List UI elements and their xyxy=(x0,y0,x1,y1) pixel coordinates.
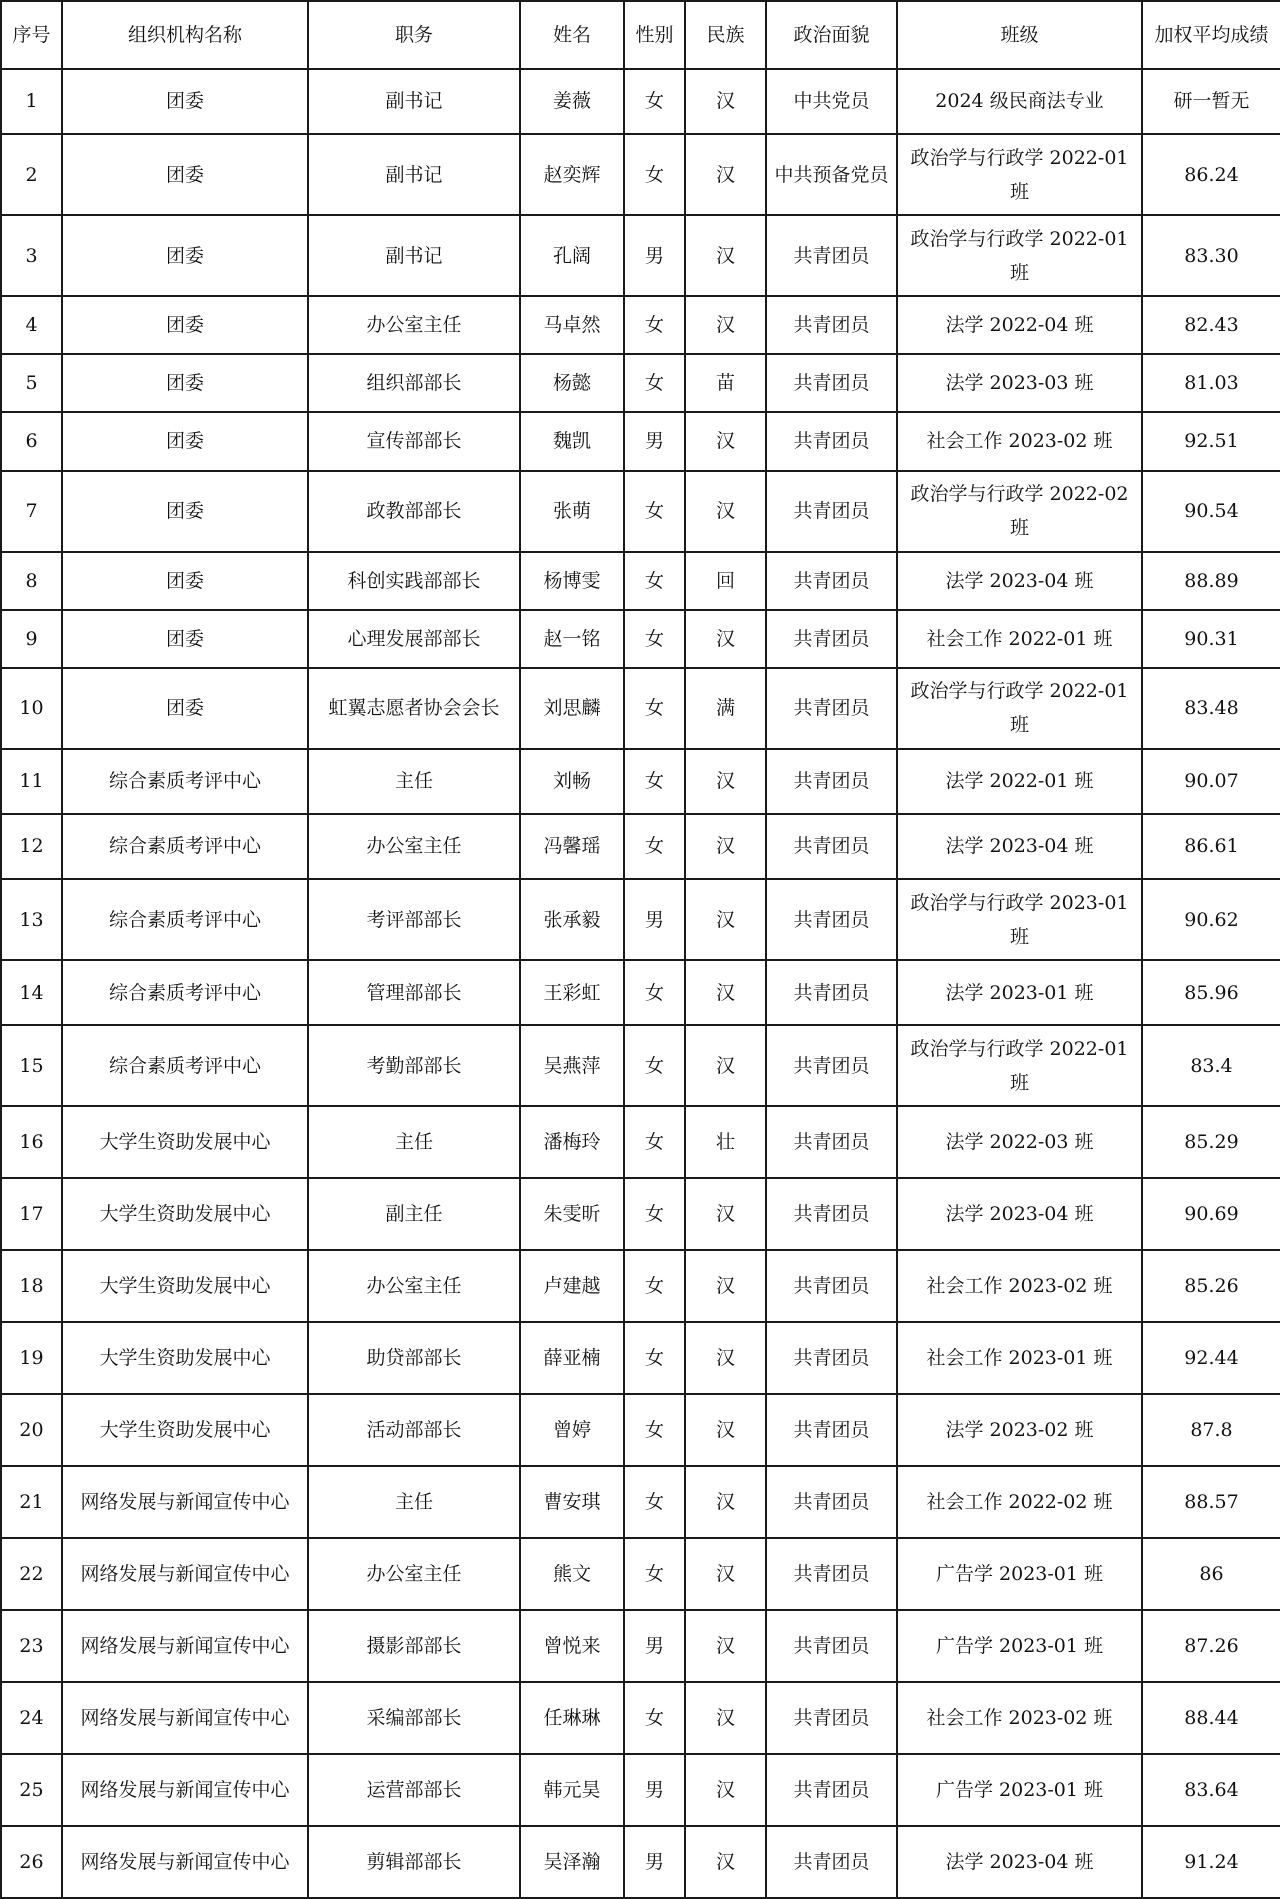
weighted-score-cell: 83.4 xyxy=(1142,1025,1280,1106)
gender-cell: 女 xyxy=(624,1394,685,1466)
weighted-score-cell: 90.31 xyxy=(1142,610,1280,668)
class-cell: 政治学与行政学 2022-02 班 xyxy=(897,471,1142,552)
index-cell: 14 xyxy=(1,960,62,1025)
ethnicity-cell: 汉 xyxy=(685,1682,766,1754)
political-status-cell: 共青团员 xyxy=(766,668,897,749)
organization-cell: 团委 xyxy=(62,69,308,134)
organization-cell: 团委 xyxy=(62,552,308,610)
class-cell: 社会工作 2023-02 班 xyxy=(897,1682,1142,1754)
position-cell: 助贷部部长 xyxy=(308,1322,520,1394)
name-cell: 魏凯 xyxy=(520,412,624,470)
weighted-score-cell: 86.61 xyxy=(1142,814,1280,879)
class-cell: 广告学 2023-01 班 xyxy=(897,1754,1142,1826)
gender-cell: 女 xyxy=(624,1025,685,1106)
position-cell: 宣传部部长 xyxy=(308,412,520,470)
weighted-score-cell: 90.07 xyxy=(1142,749,1280,814)
index-cell: 5 xyxy=(1,354,62,412)
organization-cell: 网络发展与新闻宣传中心 xyxy=(62,1538,308,1610)
table-row xyxy=(1,1682,1280,1754)
political-status-cell: 共青团员 xyxy=(766,412,897,470)
name-cell: 王彩虹 xyxy=(520,960,624,1025)
gender-cell: 女 xyxy=(624,1178,685,1250)
position-cell: 科创实践部部长 xyxy=(308,552,520,610)
organization-cell: 网络发展与新闻宣传中心 xyxy=(62,1466,308,1538)
political-status-cell: 共青团员 xyxy=(766,471,897,552)
table-row xyxy=(1,879,1280,960)
class-cell: 法学 2023-02 班 xyxy=(897,1394,1142,1466)
weighted-score-cell: 86 xyxy=(1142,1538,1280,1610)
ethnicity-cell: 汉 xyxy=(685,471,766,552)
political-status-cell: 共青团员 xyxy=(766,610,897,668)
index-cell: 1 xyxy=(1,69,62,134)
position-cell: 政教部部长 xyxy=(308,471,520,552)
class-cell: 2024 级民商法专业 xyxy=(897,69,1142,134)
position-cell: 虹翼志愿者协会会长 xyxy=(308,668,520,749)
political-status-cell: 共青团员 xyxy=(766,354,897,412)
name-cell: 杨懿 xyxy=(520,354,624,412)
class-cell: 社会工作 2022-01 班 xyxy=(897,610,1142,668)
name-cell: 吴燕萍 xyxy=(520,1025,624,1106)
political-status-cell: 共青团员 xyxy=(766,1025,897,1106)
gender-cell: 男 xyxy=(624,1754,685,1826)
weighted-score-cell: 88.57 xyxy=(1142,1466,1280,1538)
ethnicity-cell: 汉 xyxy=(685,69,766,134)
class-cell: 法学 2022-03 班 xyxy=(897,1106,1142,1178)
table-row xyxy=(1,749,1280,814)
gender-cell: 男 xyxy=(624,215,685,296)
weighted-score-cell: 90.54 xyxy=(1142,471,1280,552)
organization-cell: 大学生资助发展中心 xyxy=(62,1322,308,1394)
gender-cell: 女 xyxy=(624,960,685,1025)
ethnicity-cell: 苗 xyxy=(685,354,766,412)
organization-cell: 团委 xyxy=(62,471,308,552)
class-cell: 社会工作 2023-02 班 xyxy=(897,412,1142,470)
organization-cell: 网络发展与新闻宣传中心 xyxy=(62,1826,308,1898)
organization-cell: 综合素质考评中心 xyxy=(62,879,308,960)
index-cell: 6 xyxy=(1,412,62,470)
ethnicity-cell: 汉 xyxy=(685,1250,766,1322)
table-row xyxy=(1,1106,1280,1178)
organization-cell: 大学生资助发展中心 xyxy=(62,1250,308,1322)
gender-cell: 女 xyxy=(624,668,685,749)
roster-body xyxy=(1,69,1280,1898)
ethnicity-cell: 汉 xyxy=(685,1322,766,1394)
organization-cell: 团委 xyxy=(62,215,308,296)
organization-cell: 综合素质考评中心 xyxy=(62,814,308,879)
organization-cell: 综合素质考评中心 xyxy=(62,960,308,1025)
organization-cell: 综合素质考评中心 xyxy=(62,749,308,814)
position-cell: 管理部部长 xyxy=(308,960,520,1025)
class-cell: 社会工作 2023-01 班 xyxy=(897,1322,1142,1394)
index-cell: 2 xyxy=(1,134,62,215)
organization-cell: 团委 xyxy=(62,668,308,749)
organization-cell: 综合素质考评中心 xyxy=(62,1025,308,1106)
gender-cell: 男 xyxy=(624,879,685,960)
name-cell: 孔阔 xyxy=(520,215,624,296)
ethnicity-cell: 汉 xyxy=(685,1610,766,1682)
weighted-score-cell: 88.44 xyxy=(1142,1682,1280,1754)
table-row xyxy=(1,1394,1280,1466)
gender-cell: 女 xyxy=(624,1538,685,1610)
political-status-cell: 共青团员 xyxy=(766,960,897,1025)
gender-cell: 女 xyxy=(624,1250,685,1322)
organization-cell: 团委 xyxy=(62,134,308,215)
weighted-score-cell: 88.89 xyxy=(1142,552,1280,610)
class-cell: 社会工作 2022-02 班 xyxy=(897,1466,1142,1538)
table-row xyxy=(1,1538,1280,1610)
name-cell: 张萌 xyxy=(520,471,624,552)
class-cell: 法学 2023-01 班 xyxy=(897,960,1142,1025)
gender-cell: 女 xyxy=(624,1466,685,1538)
gender-cell: 女 xyxy=(624,1322,685,1394)
index-cell: 24 xyxy=(1,1682,62,1754)
class-cell: 法学 2022-04 班 xyxy=(897,296,1142,354)
index-cell: 21 xyxy=(1,1466,62,1538)
position-cell: 心理发展部部长 xyxy=(308,610,520,668)
name-cell: 刘畅 xyxy=(520,749,624,814)
position-cell: 办公室主任 xyxy=(308,814,520,879)
organization-cell: 网络发展与新闻宣传中心 xyxy=(62,1754,308,1826)
organization-cell: 大学生资助发展中心 xyxy=(62,1394,308,1466)
weighted-score-cell: 83.64 xyxy=(1142,1754,1280,1826)
organization-cell: 团委 xyxy=(62,610,308,668)
table-row xyxy=(1,960,1280,1025)
gender-cell: 女 xyxy=(624,749,685,814)
class-cell: 广告学 2023-01 班 xyxy=(897,1538,1142,1610)
political-status-cell: 共青团员 xyxy=(766,1322,897,1394)
table-row xyxy=(1,215,1280,296)
organization-cell: 团委 xyxy=(62,412,308,470)
index-cell: 10 xyxy=(1,668,62,749)
index-cell: 22 xyxy=(1,1538,62,1610)
organization-cell: 网络发展与新闻宣传中心 xyxy=(62,1682,308,1754)
weighted-score-cell: 90.62 xyxy=(1142,879,1280,960)
name-cell: 朱雯昕 xyxy=(520,1178,624,1250)
name-cell: 吴泽瀚 xyxy=(520,1826,624,1898)
index-cell: 26 xyxy=(1,1826,62,1898)
gender-cell: 女 xyxy=(624,814,685,879)
position-cell: 主任 xyxy=(308,1106,520,1178)
class-cell: 政治学与行政学 2022-01 班 xyxy=(897,1025,1142,1106)
political-status-cell: 共青团员 xyxy=(766,215,897,296)
political-status-cell: 共青团员 xyxy=(766,1826,897,1898)
class-cell: 法学 2023-03 班 xyxy=(897,354,1142,412)
class-cell: 政治学与行政学 2023-01 班 xyxy=(897,879,1142,960)
index-cell: 20 xyxy=(1,1394,62,1466)
name-cell: 潘梅玲 xyxy=(520,1106,624,1178)
weighted-score-cell: 87.8 xyxy=(1142,1394,1280,1466)
political-status-cell: 共青团员 xyxy=(766,1178,897,1250)
position-cell: 采编部部长 xyxy=(308,1682,520,1754)
ethnicity-cell: 汉 xyxy=(685,610,766,668)
position-cell: 摄影部部长 xyxy=(308,1610,520,1682)
ethnicity-cell: 汉 xyxy=(685,1754,766,1826)
weighted-score-cell: 83.30 xyxy=(1142,215,1280,296)
name-cell: 赵一铭 xyxy=(520,610,624,668)
table-row xyxy=(1,1025,1280,1106)
class-cell: 法学 2023-04 班 xyxy=(897,1178,1142,1250)
index-cell: 7 xyxy=(1,471,62,552)
position-cell: 考勤部部长 xyxy=(308,1025,520,1106)
political-status-cell: 共青团员 xyxy=(766,1682,897,1754)
table-row xyxy=(1,814,1280,879)
index-cell: 25 xyxy=(1,1754,62,1826)
index-cell: 18 xyxy=(1,1250,62,1322)
gender-cell: 女 xyxy=(624,610,685,668)
class-cell: 法学 2022-01 班 xyxy=(897,749,1142,814)
weighted-score-cell: 82.43 xyxy=(1142,296,1280,354)
gender-cell: 女 xyxy=(624,552,685,610)
name-cell: 赵奕辉 xyxy=(520,134,624,215)
political-status-cell: 共青团员 xyxy=(766,296,897,354)
political-status-cell: 中共党员 xyxy=(766,69,897,134)
gender-cell: 男 xyxy=(624,412,685,470)
gender-cell: 女 xyxy=(624,1682,685,1754)
political-status-cell: 共青团员 xyxy=(766,879,897,960)
name-cell: 冯馨瑶 xyxy=(520,814,624,879)
ethnicity-cell: 汉 xyxy=(685,814,766,879)
gender-cell: 女 xyxy=(624,471,685,552)
table-row xyxy=(1,1322,1280,1394)
index-cell: 16 xyxy=(1,1106,62,1178)
weighted-score-cell: 85.96 xyxy=(1142,960,1280,1025)
position-cell: 活动部部长 xyxy=(308,1394,520,1466)
index-cell: 19 xyxy=(1,1322,62,1394)
table-row xyxy=(1,610,1280,668)
name-cell: 曾婷 xyxy=(520,1394,624,1466)
header-ethnicity: 民族 xyxy=(685,1,766,69)
index-cell: 12 xyxy=(1,814,62,879)
political-status-cell: 共青团员 xyxy=(766,1754,897,1826)
organization-cell: 团委 xyxy=(62,354,308,412)
index-cell: 13 xyxy=(1,879,62,960)
index-cell: 9 xyxy=(1,610,62,668)
ethnicity-cell: 汉 xyxy=(685,1394,766,1466)
index-cell: 3 xyxy=(1,215,62,296)
organization-cell: 大学生资助发展中心 xyxy=(62,1178,308,1250)
weighted-score-cell: 92.44 xyxy=(1142,1322,1280,1394)
ethnicity-cell: 汉 xyxy=(685,1178,766,1250)
weighted-score-cell: 85.29 xyxy=(1142,1106,1280,1178)
gender-cell: 女 xyxy=(624,354,685,412)
ethnicity-cell: 汉 xyxy=(685,1826,766,1898)
name-cell: 薛亚楠 xyxy=(520,1322,624,1394)
position-cell: 办公室主任 xyxy=(308,1250,520,1322)
weighted-score-cell: 81.03 xyxy=(1142,354,1280,412)
header-name: 姓名 xyxy=(520,1,624,69)
name-cell: 任琳琳 xyxy=(520,1682,624,1754)
name-cell: 刘思麟 xyxy=(520,668,624,749)
ethnicity-cell: 汉 xyxy=(685,1466,766,1538)
name-cell: 曾悦来 xyxy=(520,1610,624,1682)
ethnicity-cell: 满 xyxy=(685,668,766,749)
political-status-cell: 共青团员 xyxy=(766,1394,897,1466)
political-status-cell: 共青团员 xyxy=(766,1610,897,1682)
ethnicity-cell: 汉 xyxy=(685,215,766,296)
name-cell: 张承毅 xyxy=(520,879,624,960)
table-row xyxy=(1,1466,1280,1538)
ethnicity-cell: 壮 xyxy=(685,1106,766,1178)
header-gender: 性别 xyxy=(624,1,685,69)
political-status-cell: 共青团员 xyxy=(766,552,897,610)
table-row xyxy=(1,134,1280,215)
ethnicity-cell: 汉 xyxy=(685,296,766,354)
name-cell: 韩元昊 xyxy=(520,1754,624,1826)
header-political-status: 政治面貌 xyxy=(766,1,897,69)
position-cell: 组织部部长 xyxy=(308,354,520,412)
gender-cell: 女 xyxy=(624,296,685,354)
name-cell: 熊文 xyxy=(520,1538,624,1610)
gender-cell: 女 xyxy=(624,69,685,134)
ethnicity-cell: 汉 xyxy=(685,960,766,1025)
gender-cell: 男 xyxy=(624,1826,685,1898)
position-cell: 主任 xyxy=(308,1466,520,1538)
table-row xyxy=(1,296,1280,354)
index-cell: 15 xyxy=(1,1025,62,1106)
class-cell: 法学 2023-04 班 xyxy=(897,814,1142,879)
name-cell: 卢建越 xyxy=(520,1250,624,1322)
position-cell: 副书记 xyxy=(308,134,520,215)
position-cell: 办公室主任 xyxy=(308,1538,520,1610)
political-status-cell: 共青团员 xyxy=(766,1250,897,1322)
table-row xyxy=(1,69,1280,134)
political-status-cell: 共青团员 xyxy=(766,1106,897,1178)
ethnicity-cell: 汉 xyxy=(685,879,766,960)
political-status-cell: 共青团员 xyxy=(766,1538,897,1610)
class-cell: 法学 2023-04 班 xyxy=(897,1826,1142,1898)
table-row xyxy=(1,1610,1280,1682)
table-row xyxy=(1,412,1280,470)
weighted-score-cell: 91.24 xyxy=(1142,1826,1280,1898)
position-cell: 副书记 xyxy=(308,215,520,296)
organization-cell: 团委 xyxy=(62,296,308,354)
weighted-score-cell: 83.48 xyxy=(1142,668,1280,749)
header-index: 序号 xyxy=(1,1,62,69)
position-cell: 考评部部长 xyxy=(308,879,520,960)
weighted-score-cell: 90.69 xyxy=(1142,1178,1280,1250)
weighted-score-cell: 研一暂无 xyxy=(1142,69,1280,134)
organization-cell: 网络发展与新闻宣传中心 xyxy=(62,1610,308,1682)
ethnicity-cell: 汉 xyxy=(685,749,766,814)
name-cell: 马卓然 xyxy=(520,296,624,354)
table-row xyxy=(1,1826,1280,1898)
ethnicity-cell: 汉 xyxy=(685,1538,766,1610)
position-cell: 运营部部长 xyxy=(308,1754,520,1826)
gender-cell: 女 xyxy=(624,1106,685,1178)
header-weighted-score: 加权平均成绩 xyxy=(1142,1,1280,69)
table-row xyxy=(1,354,1280,412)
table-row xyxy=(1,668,1280,749)
class-cell: 政治学与行政学 2022-01 班 xyxy=(897,134,1142,215)
name-cell: 曹安琪 xyxy=(520,1466,624,1538)
political-status-cell: 共青团员 xyxy=(766,814,897,879)
class-cell: 政治学与行政学 2022-01 班 xyxy=(897,668,1142,749)
index-cell: 4 xyxy=(1,296,62,354)
ethnicity-cell: 汉 xyxy=(685,1025,766,1106)
table-row xyxy=(1,471,1280,552)
gender-cell: 女 xyxy=(624,134,685,215)
ethnicity-cell: 汉 xyxy=(685,134,766,215)
organization-cell: 大学生资助发展中心 xyxy=(62,1106,308,1178)
header-class: 班级 xyxy=(897,1,1142,69)
ethnicity-cell: 回 xyxy=(685,552,766,610)
gender-cell: 男 xyxy=(624,1610,685,1682)
index-cell: 23 xyxy=(1,1610,62,1682)
class-cell: 社会工作 2023-02 班 xyxy=(897,1250,1142,1322)
table-row xyxy=(1,1250,1280,1322)
name-cell: 姜薇 xyxy=(520,69,624,134)
table-row xyxy=(1,1178,1280,1250)
class-cell: 广告学 2023-01 班 xyxy=(897,1610,1142,1682)
position-cell: 办公室主任 xyxy=(308,296,520,354)
weighted-score-cell: 86.24 xyxy=(1142,134,1280,215)
header-row xyxy=(1,1,1280,69)
political-status-cell: 共青团员 xyxy=(766,749,897,814)
index-cell: 11 xyxy=(1,749,62,814)
political-status-cell: 共青团员 xyxy=(766,1466,897,1538)
name-cell: 杨博雯 xyxy=(520,552,624,610)
weighted-score-cell: 85.26 xyxy=(1142,1250,1280,1322)
political-status-cell: 中共预备党员 xyxy=(766,134,897,215)
table-row xyxy=(1,1754,1280,1826)
header-position: 职务 xyxy=(308,1,520,69)
position-cell: 剪辑部部长 xyxy=(308,1826,520,1898)
class-cell: 政治学与行政学 2022-01 班 xyxy=(897,215,1142,296)
ethnicity-cell: 汉 xyxy=(685,412,766,470)
header-organization: 组织机构名称 xyxy=(62,1,308,69)
index-cell: 17 xyxy=(1,1178,62,1250)
position-cell: 主任 xyxy=(308,749,520,814)
position-cell: 副书记 xyxy=(308,69,520,134)
class-cell: 法学 2023-04 班 xyxy=(897,552,1142,610)
position-cell: 副主任 xyxy=(308,1178,520,1250)
weighted-score-cell: 92.51 xyxy=(1142,412,1280,470)
table-row xyxy=(1,552,1280,610)
index-cell: 8 xyxy=(1,552,62,610)
weighted-score-cell: 87.26 xyxy=(1142,1610,1280,1682)
